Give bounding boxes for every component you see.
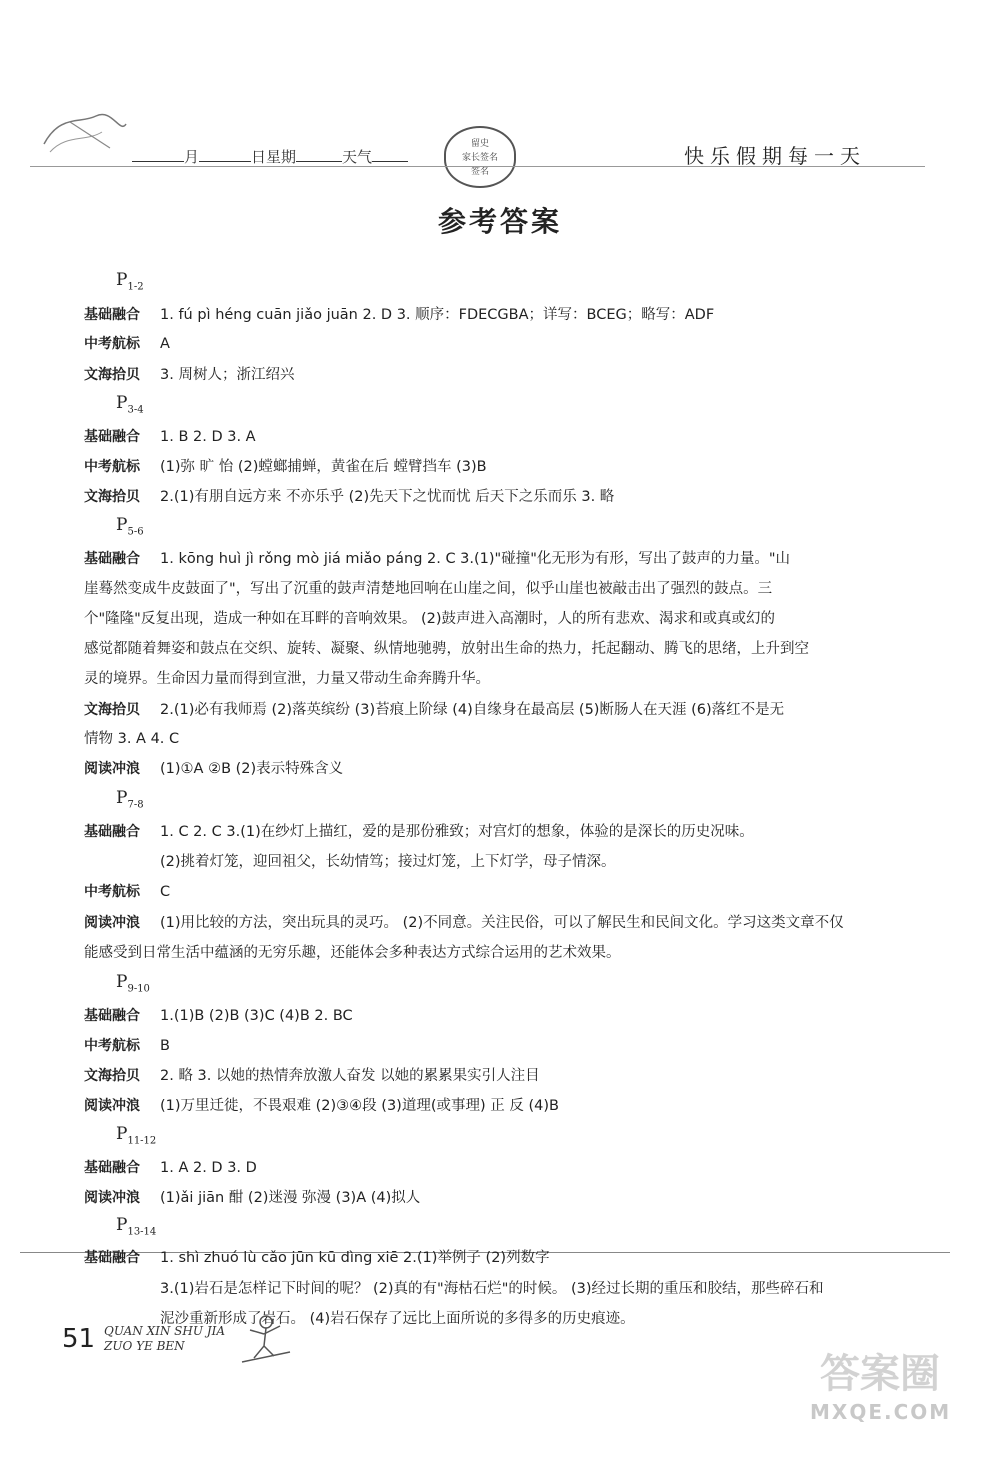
answer-text: (1)万里迁徙，不畏艰难 (2)③④段 (3)道理(或事理) 正 反 (4)B bbox=[160, 1098, 559, 1114]
page-title: 参考答案 bbox=[437, 205, 562, 238]
day-label: 日 bbox=[251, 148, 267, 166]
answer-label: 文海拾贝 bbox=[84, 367, 140, 383]
watermark-url: MXQE.COM bbox=[810, 1400, 952, 1424]
answer-continuation: 灵的境界。生命因力量而得到宣泄，力量又带动生命奔腾升华。 bbox=[84, 671, 490, 687]
answer-row bbox=[84, 878, 170, 906]
answer-label: 基础融合 bbox=[84, 307, 140, 323]
month-label: 月 bbox=[184, 148, 200, 166]
answer-row bbox=[84, 1062, 540, 1090]
stamp-line: 留史 bbox=[470, 139, 489, 149]
answer-row bbox=[84, 361, 294, 389]
answer-label: 阅读冲浪 bbox=[84, 915, 140, 931]
answer-row bbox=[84, 483, 614, 511]
answer-text: (1)ǎi jiān 酣 (2)迷漫 弥漫 (3)A (4)拟人 bbox=[160, 1190, 421, 1206]
page-marker-9-10: $P_{9-10}$ bbox=[116, 972, 150, 995]
answer-label: 基础融合 bbox=[84, 551, 140, 567]
answer-continuation: (2)挑着灯笼，迎回祖父，长幼情笃；接过灯笼，上下灯学，母子情深。 bbox=[160, 854, 616, 870]
answer-text: 1. fú pì héng cuān jiǎo juān 2. D 3. 顺序：FDECGBA；详写：BCEG；略写：ADF bbox=[160, 307, 715, 323]
answer-label: 基础融合 bbox=[84, 824, 140, 840]
watermark-logo: 答案圈 bbox=[820, 1351, 940, 1397]
answer-label: 基础融合 bbox=[84, 429, 140, 445]
answer-label: 中考航标 bbox=[84, 459, 140, 475]
page-marker-11-12: $P_{11-12}$ bbox=[116, 1124, 157, 1147]
answer-continuation: 崖蓦然变成牛皮鼓面了"，写出了沉重的鼓声清楚地回响在山崖之间，似乎山崖也被敲击出了强烈的鼓点。三 bbox=[84, 581, 773, 597]
answer-label: 阅读冲浪 bbox=[84, 761, 140, 777]
answer-text: (1)弥 旷 怡 (2)螳螂捕蝉，黄雀在后 螳臂挡车 (3)B bbox=[160, 459, 487, 475]
answer-label: 阅读冲浪 bbox=[84, 1190, 140, 1206]
answer-row bbox=[84, 696, 784, 724]
answer-continuation: 3.(1)岩石是怎样记下时间的呢？ (2)真的有"海枯石烂"的时候。 (3)经过长期的重压和胶结，那些碎石和 bbox=[160, 1281, 824, 1297]
answer-label: 中考航标 bbox=[84, 884, 140, 900]
answer-text: 2.(1)有朋自远方来 不亦乐乎 (2)先天下之忧而忧 后天下之乐而乐 3. 略 bbox=[160, 489, 615, 505]
date-line bbox=[132, 146, 408, 167]
answer-text: (1)①A ②B (2)表示特殊含义 bbox=[160, 761, 344, 777]
answer-text: (1)用比较的方法，突出玩具的灵巧。 (2)不同意。关注民俗，可以了解民生和民间文化。学习这类文章不仅 bbox=[160, 915, 844, 931]
answer-text: 1. B 2. D 3. A bbox=[160, 429, 256, 445]
page-marker-1-2: $P_{1-2}$ bbox=[116, 270, 144, 293]
answer-row bbox=[84, 1244, 550, 1272]
answer-text: C bbox=[160, 884, 171, 900]
answer-text: 1. kōng huì jì rǒng mò jiá miǎo páng 2. C 3.(1)"碰撞"化无形为有形，写出了鼓声的力量。"山 bbox=[160, 551, 791, 567]
header-divider bbox=[30, 166, 925, 167]
answer-continuation: 能感受到日常生活中蕴涵的无穷乐趣，还能体会多种表达方式综合运用的艺术效果。 bbox=[84, 945, 621, 961]
answer-label: 基础融合 bbox=[84, 1250, 140, 1266]
weather-label: 天气 bbox=[342, 148, 373, 166]
answer-label: 阅读冲浪 bbox=[84, 1098, 140, 1114]
answer-text: 3. 周树人；浙江绍兴 bbox=[160, 367, 295, 383]
page-number: 51 bbox=[62, 1324, 96, 1354]
answer-label: 中考航标 bbox=[84, 1038, 140, 1054]
answer-text: 1. C 2. C 3.(1)在纱灯上描红，爱的是那份雅致；对宫灯的想象，体验的是深长的历史况味。 bbox=[160, 824, 754, 840]
answer-continuation: 感觉都随着舞姿和鼓点在交织、旋转、凝聚、纵情地驰骋，放射出生命的热力，托起翻动、腾飞的思绪，上升到空 bbox=[84, 641, 809, 657]
answer-row bbox=[84, 1154, 257, 1182]
answer-label: 文海拾贝 bbox=[84, 489, 140, 505]
page-marker-3-4: $P_{3-4}$ bbox=[116, 393, 144, 416]
answer-label: 中考航标 bbox=[84, 336, 140, 352]
answer-continuation: 个"隆隆"反复出现，造成一种如在耳畔的音响效果。 (2)鼓声进入高潮时，人的所有悲欢、渴求和或真或幻的 bbox=[84, 611, 775, 627]
skier-icon bbox=[236, 1312, 296, 1368]
answer-row bbox=[84, 818, 754, 846]
skier-figure bbox=[236, 1312, 296, 1372]
answer-row bbox=[84, 1184, 420, 1212]
answer-label: 文海拾贝 bbox=[84, 1068, 140, 1084]
answer-row bbox=[84, 1032, 170, 1060]
answer-row bbox=[84, 423, 256, 451]
page-marker-5-6: $P_{5-6}$ bbox=[116, 515, 144, 538]
answer-continuation: 情物 3. A 4. C bbox=[84, 731, 180, 747]
answer-label: 文海拾贝 bbox=[84, 702, 140, 718]
answer-row bbox=[84, 909, 844, 937]
answer-label: 基础融合 bbox=[84, 1008, 140, 1024]
series-title: 快乐假期每一天 bbox=[684, 144, 866, 168]
answer-row bbox=[84, 755, 343, 783]
answer-continuation: 泥沙重新形成了岩石。 (4)岩石保存了远比上面所说的多得多的历史痕迹。 bbox=[160, 1311, 635, 1327]
answer-text: 1. shì zhuó lù cǎo jūn kū dìng xiē 2.(1)举例子 (2)列数字 bbox=[160, 1250, 550, 1266]
pen-scribble-icon bbox=[40, 104, 130, 160]
weekday-label: 星期 bbox=[266, 148, 297, 166]
brand-line: QUAN XIN SHU JIA bbox=[104, 1324, 225, 1338]
answer-row bbox=[84, 1092, 559, 1120]
answer-text: 2. 略 3. 以她的热情奔放激人奋发 以她的累累果实引人注目 bbox=[160, 1068, 540, 1084]
answer-text: 1. A 2. D 3. D bbox=[160, 1160, 257, 1176]
answer-row bbox=[84, 1002, 353, 1030]
stamp-line: 家长签名 bbox=[461, 153, 498, 163]
brand-line: ZUO YE BEN bbox=[104, 1339, 185, 1353]
answer-label: 基础融合 bbox=[84, 1160, 140, 1176]
answer-row bbox=[84, 545, 790, 573]
stamp-line: 签名 bbox=[470, 167, 489, 177]
page-marker-7-8: $P_{7-8}$ bbox=[116, 788, 144, 811]
answer-text: 1.(1)B (2)B (3)C (4)B 2. BC bbox=[160, 1008, 353, 1024]
answer-text: B bbox=[160, 1038, 170, 1054]
parent-signature-stamp bbox=[444, 126, 516, 188]
answer-text: A bbox=[160, 336, 170, 352]
answer-text: 2.(1)必有我师焉 (2)落英缤纷 (3)苔痕上阶绿 (4)自缘身在最高层 (5)断肠人在天涯 (6)落红不是无 bbox=[160, 702, 785, 718]
brand-text bbox=[104, 1324, 225, 1354]
header-ornament bbox=[40, 104, 130, 164]
page-marker-13-14: $P_{13-14}$ bbox=[116, 1215, 157, 1238]
answer-row bbox=[84, 301, 714, 329]
answer-row bbox=[84, 453, 487, 481]
answer-row bbox=[84, 330, 170, 358]
